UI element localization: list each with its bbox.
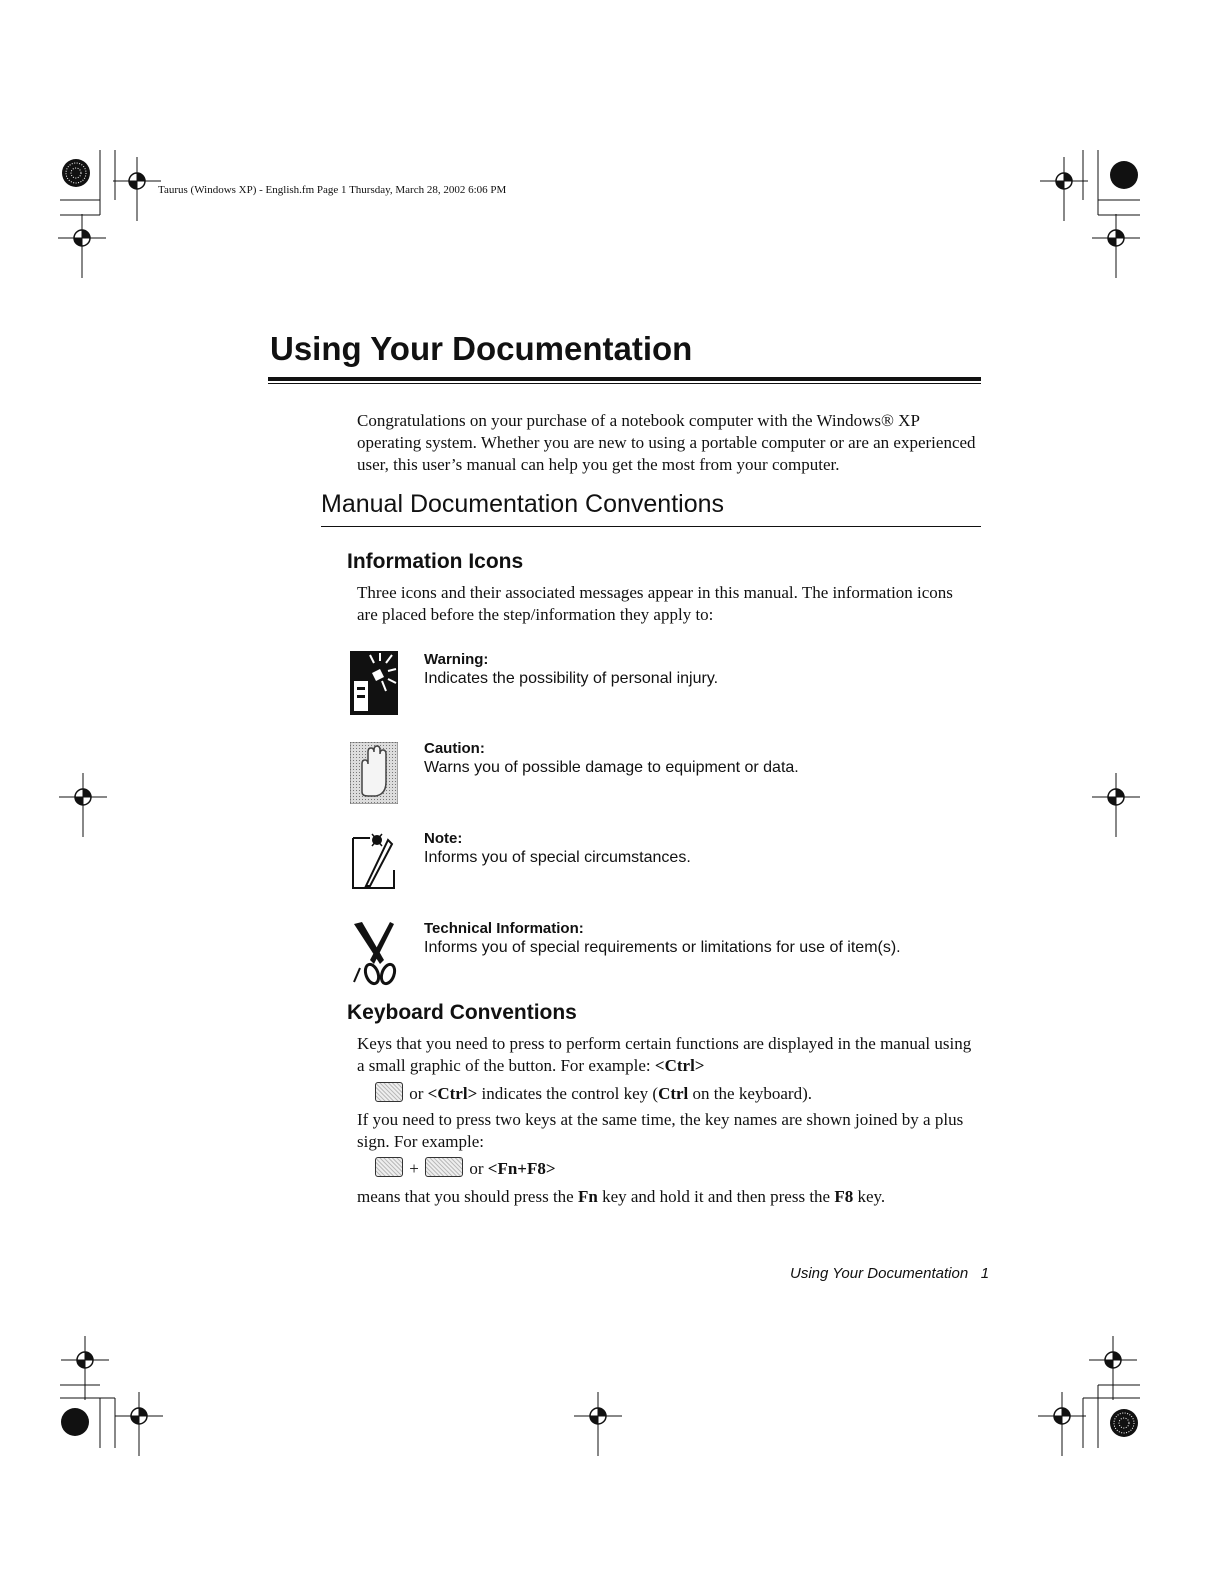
keyboard-paragraph-1-text: Keys that you need to press to perform certain functions are displayed in the manual using a small graphic of the button. For example:	[357, 1034, 972, 1075]
ctrl-example-or: or	[405, 1084, 428, 1103]
fn-key-name: Fn	[577, 1187, 598, 1206]
section-heading: Manual Documentation Conventions	[321, 490, 725, 518]
ctrl-example-key: <Ctrl>	[427, 1084, 478, 1103]
caution-hand-icon	[350, 742, 400, 808]
ctrl-key-label: <Ctrl>	[654, 1056, 705, 1075]
warning-description: Indicates the possibility of personal injury.	[424, 670, 719, 687]
information-icons-heading: Information Icons	[347, 550, 524, 573]
fn-key-icon	[375, 1157, 403, 1177]
kb-p3-a: means that you should press the	[357, 1187, 578, 1206]
keyboard-conventions-heading: Keyboard Conventions	[347, 1001, 577, 1024]
warning-title: Warning:	[424, 651, 489, 668]
information-icons-text: Three icons and their associated messages appear in this manual. The information icons are placed before the step/information they apply to:	[357, 583, 953, 624]
title-rule-thin	[268, 383, 981, 384]
title-rule	[268, 377, 981, 381]
ctrl-key-icon	[375, 1082, 403, 1102]
kb-p3-b: key and hold it and then press the	[597, 1187, 835, 1206]
registration-mark-top-left	[62, 159, 90, 187]
note-title: Note:	[424, 830, 463, 847]
page-footer	[790, 1265, 989, 1282]
ctrl-example-end: on the keyboard).	[688, 1084, 812, 1103]
keyboard-paragraph-2: If you need to press two keys at the same time, the key names are shown joined by a plus sign. For example:	[357, 1110, 964, 1151]
footer-text: Using Your Documentation	[790, 1265, 969, 1282]
ctrl-example	[373, 1082, 812, 1105]
f8-key-name: F8	[834, 1187, 854, 1206]
warning-icon	[350, 651, 400, 717]
keyboard-paragraph-1	[357, 1033, 982, 1077]
fn-f8-plus: +	[405, 1159, 424, 1178]
fn-f8-or: or	[465, 1159, 488, 1178]
tools-icon	[350, 920, 400, 986]
technical-information-description: Informs you of special requirements or limitations for use of item(s).	[424, 939, 901, 956]
note-description: Informs you of special circumstances.	[424, 849, 691, 866]
keyboard-paragraph-3	[357, 1186, 885, 1208]
ctrl-example-mid: indicates the control key (	[477, 1084, 659, 1103]
f8-key-icon	[425, 1157, 463, 1177]
technical-information-title: Technical Information:	[424, 920, 584, 937]
caution-description: Warns you of possible damage to equipment or data.	[424, 759, 799, 776]
page-number: 1	[980, 1265, 990, 1282]
print-header: Taurus (Windows XP) - English.fm Page 1 Thursday, March 28, 2002 6:06 PM	[158, 184, 507, 196]
kb-p3-c: key.	[853, 1187, 886, 1206]
fn-f8-combo: <Fn+F8>	[487, 1159, 556, 1178]
intro-paragraph: Congratulations on your purchase of a notebook computer with the Windows® XP operating system. Whether you are new to using a portable computer or are an experienced user, this user’s manual can help you get the most from your computer.	[357, 411, 976, 474]
note-icon	[350, 830, 400, 896]
ctrl-example-bold: Ctrl	[658, 1084, 689, 1103]
caution-title: Caution:	[424, 740, 485, 757]
section-rule	[321, 526, 981, 527]
page-title: Using Your Documentation	[270, 330, 693, 367]
fn-f8-example	[373, 1157, 556, 1180]
